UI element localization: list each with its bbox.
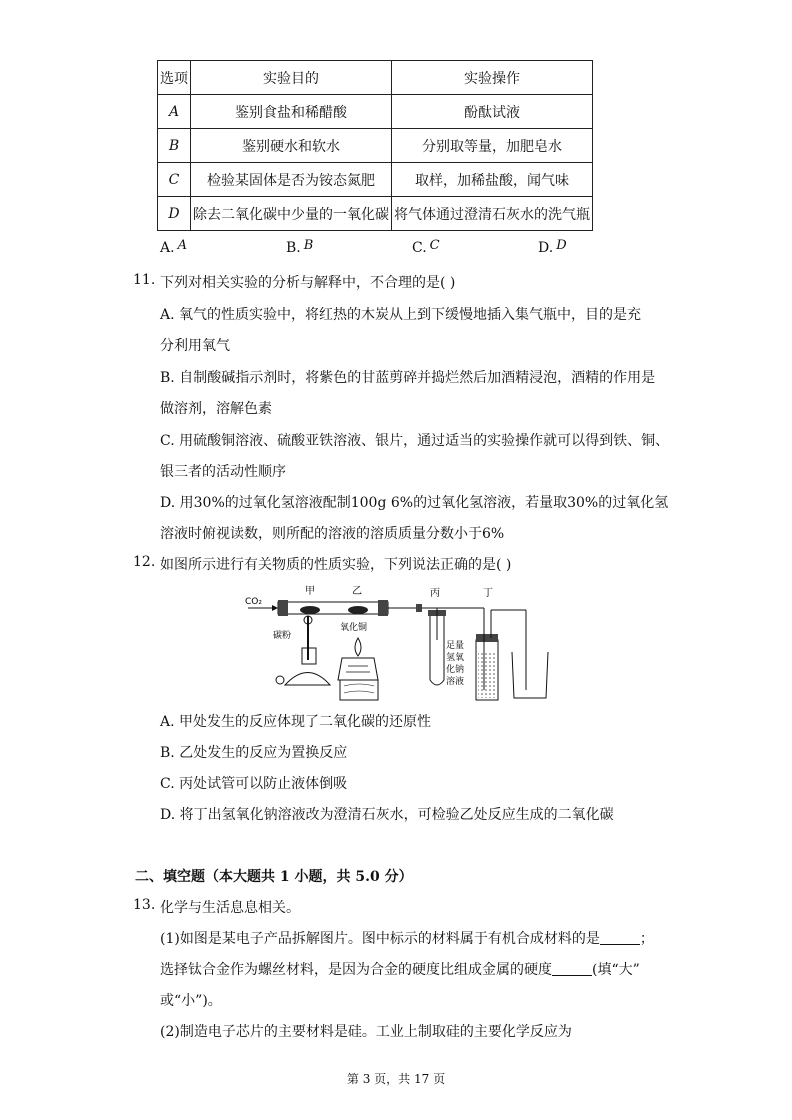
answer-choice-d[interactable]: D. D [538,238,567,256]
q13-line4: (2)制造电子芯片的主要材料是硅。工业上制取硅的主要化学反应为 [160,1024,572,1040]
table-row [158,197,593,231]
table-row [158,163,593,197]
q13-stem: 化学与生活息息相关。 [160,900,300,916]
q11-option-b-line1: B. 自制酸碱指示剂时，将紫色的甘蓝剪碎并捣烂然后加酒精浸泡，酒精的作用是 [160,370,656,386]
copper-oxide [348,606,368,614]
label-naoh-4: 溶液 [446,677,465,687]
table-cell-operation: 分别取等量，加肥皂水 [392,129,593,163]
q13-number: 13. [133,897,156,913]
q13-line1-text: (1)如图是某电子产品拆解图片。图中标示的材料属于有机合成材料的是 [160,931,600,947]
wood-grain [344,684,374,693]
left-stopper [278,600,288,616]
wash-bottle-stopper [476,634,498,642]
page-footer: 第 3 页，共 17 页 [346,1072,446,1086]
experiment-apparatus-figure [240,580,560,705]
section-title-fill-blank: 二、填空题（本大题共 1 小题，共 5.0 分） [135,869,413,885]
co2-label: CO₂ [245,597,262,607]
q13-line1 [160,928,654,948]
beaker [512,652,548,698]
q11-option-c-line1: C. 用硫酸铜溶液、硫酸亚铁溶液、银片，通过适当的实验操作就可以得到铁、铜、 [160,433,670,449]
q11-option-b-line2: 做溶剂，溶解色素 [160,401,272,417]
answer-choice-c[interactable]: C. C [412,238,440,256]
label-cuo: 氧化铜 [340,623,368,633]
table-header-purpose: 实验目的 [191,61,392,95]
table-cell-purpose: 鉴别硬水和软水 [191,129,392,163]
table-cell-option: B [158,129,191,163]
table-header-row [158,61,593,95]
table-header-operation: 实验操作 [392,61,593,95]
burner-base [285,673,330,686]
table-header-option: 选项 [158,61,191,95]
label-naoh-1: 足量 [446,641,465,651]
answer-choice-b[interactable]: B. B [286,238,314,256]
q13-line1-end: ； [639,931,654,947]
right-stopper [378,600,388,616]
table-cell-purpose: 检验某固体是否为铵态氮肥 [191,163,392,197]
table-cell-operation: 酚酞试液 [392,95,593,129]
q13-line2-text: 选择钛合金作为螺丝材料，是因为合金的硬度比组成金属的硬度 [160,962,552,978]
table-row [158,129,593,163]
q12-stem: 如图所示进行有关物质的性质实验，下列说法正确的是( ) [160,557,512,573]
q12-option-d: D. 将丁出氢氧化钠溶液改为澄清石灰水，可检验乙处反应生成的二氧化碳 [160,807,614,823]
naoh-solution [478,652,496,698]
main-tube [278,602,388,614]
q13-line3: 或“小”)。 [160,993,222,1009]
lamp-flame [355,638,361,656]
label-naoh-2: 氢氧 [446,653,465,663]
q11-stem: 下列对相关实验的分析与解释中，不合理的是( ) [160,275,456,291]
label-naoh-3: 化钠 [446,665,465,675]
alcohol-lamp [338,658,378,680]
q12-option-b: B. 乙处发生的反应为置换反应 [160,745,348,761]
table-row [158,95,593,129]
experiment-table [157,60,593,231]
answer-choice-a[interactable]: A. A [160,238,187,256]
label-bing: 丙 [430,588,440,599]
tube-clamp [416,604,422,612]
table-cell-operation: 将气体通过澄清石灰水的洗气瓶 [392,197,593,231]
answer-blank-1[interactable] [600,930,640,945]
table-cell-purpose: 鉴别食盐和稀醋酸 [191,95,392,129]
q13-line2-end: (填“大” [592,962,640,978]
q12-option-c: C. 丙处试管可以防止液体倒吸 [160,776,348,792]
label-yi: 乙 [352,586,362,597]
label-carbon: 碳粉 [273,631,292,641]
q11-option-d-line1: D. 用30%的过氧化氢溶液配制100g 6%的过氧化氢溶液，若量取30%的过氧化氢 [160,495,669,511]
label-ding: 丁 [483,588,493,599]
table-cell-option: D [158,197,191,231]
q12-number: 12. [133,554,156,570]
table-cell-operation: 取样，加稀盐酸，闻气味 [392,163,593,197]
carbon-powder [300,606,320,614]
table-cell-option: A [158,95,191,129]
lamp-pattern [346,666,370,672]
q12-option-a: A. 甲处发生的反应体现了二氧化碳的还原性 [160,714,432,730]
wooden-block [340,680,378,700]
q11-option-a-line2: 分利用氧气 [160,338,230,354]
q11-option-c-line2: 银三者的活动性顺序 [160,464,286,480]
q11-option-d-line2: 溶液时俯视读数，则所配的溶液的溶质质量分数小于6% [160,526,505,542]
table-cell-purpose: 除去二氧化碳中少量的一氧化碳 [191,197,392,231]
answer-blank-2[interactable] [552,961,592,976]
table-cell-option: C [158,163,191,197]
q11-option-a-line1: A. 氧气的性质实验中，将红热的木炭从上到下缓慢地插入集气瓶中，目的是充 [160,307,642,323]
q11-number: 11. [133,272,156,288]
burner-knob [276,676,284,684]
label-jia: 甲 [305,586,315,597]
q13-line2 [160,959,640,979]
co2-arrowhead [272,605,278,611]
